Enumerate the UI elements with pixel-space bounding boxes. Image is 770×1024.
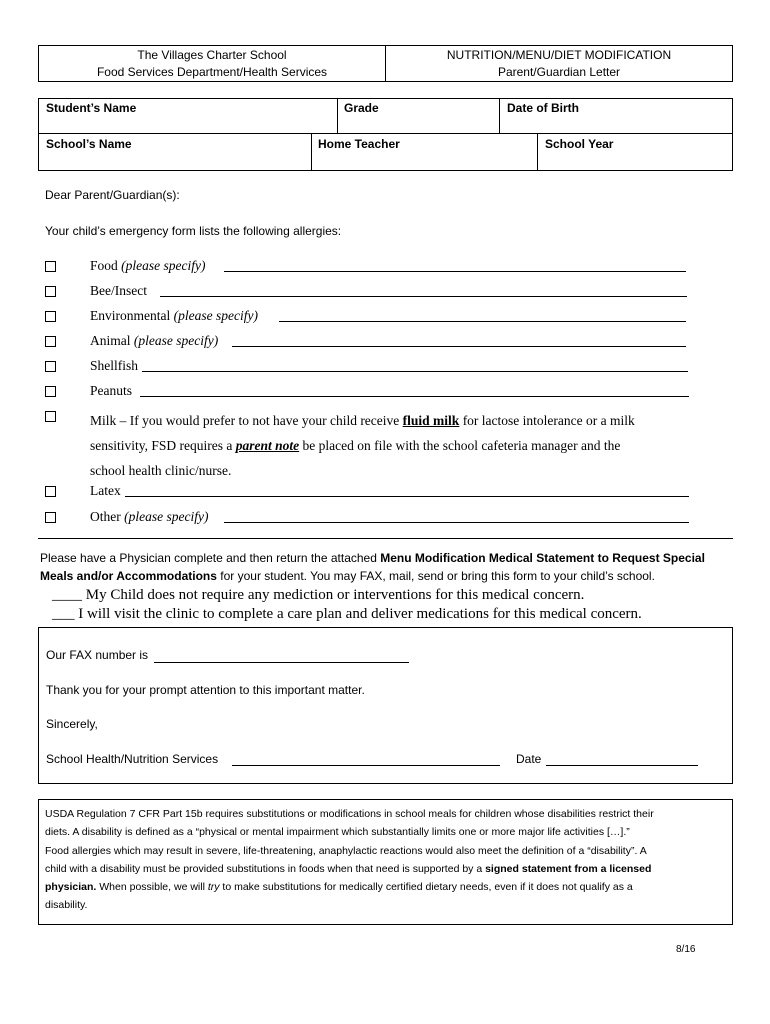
school-year-label: School Year (545, 137, 614, 151)
medication-options (52, 586, 642, 624)
bee-label: Bee/Insect (90, 283, 147, 298)
fax-line[interactable] (154, 662, 409, 663)
home-teacher-label: Home Teacher (318, 137, 400, 151)
usda-line-5d: to make substitutions for medically certified dietary needs, even if it does not qualify as a (219, 881, 633, 894)
usda-text (45, 805, 654, 915)
other-option (90, 509, 208, 525)
food-label: Food (90, 258, 118, 273)
food-note: (please specify) (121, 258, 206, 273)
other-checkbox[interactable] (45, 512, 56, 523)
latex-label: Latex (90, 483, 121, 498)
usda-line-6: disability. (45, 899, 88, 912)
instr-text-1a: Please have a Physician complete and then return the attached (40, 551, 381, 565)
shellfish-line[interactable] (142, 371, 688, 372)
form-title: NUTRITION/MENU/DIET MODIFICATION (446, 48, 672, 62)
date-line[interactable] (546, 765, 698, 766)
dob-field[interactable] (500, 99, 732, 133)
shellfish-checkbox[interactable] (45, 361, 56, 372)
school-name-field[interactable] (39, 134, 312, 170)
animal-option (90, 333, 218, 349)
allergy-intro: Your child’s emergency form lists the following allergies: (45, 224, 342, 238)
usda-box (38, 799, 733, 925)
signature-line[interactable] (232, 765, 500, 766)
latex-checkbox[interactable] (45, 486, 56, 497)
other-label: Other (90, 509, 121, 524)
milk-option (90, 408, 635, 483)
animal-note: (please specify) (133, 333, 219, 348)
student-info-row1 (38, 98, 733, 134)
peanuts-label: Peanuts (90, 383, 132, 398)
student-info-row2 (38, 133, 733, 171)
bee-line[interactable] (160, 296, 687, 297)
usda-line-5c: try (207, 881, 220, 894)
environmental-checkbox[interactable] (45, 311, 56, 322)
food-option (90, 258, 205, 274)
bee-checkbox[interactable] (45, 286, 56, 297)
peanuts-checkbox[interactable] (45, 386, 56, 397)
environmental-specify-line[interactable] (279, 321, 686, 322)
milk-text-1c: for lactose intolerance or a milk (459, 413, 635, 428)
milk-fluid-milk: fluid milk (402, 413, 460, 428)
grade-label: Grade (344, 101, 379, 115)
milk-text-2a: sensitivity, FSD requires a (90, 438, 236, 453)
milk-text-2c: be placed on file with the school cafeteria manager and the (299, 438, 621, 453)
other-specify-line[interactable] (224, 522, 689, 523)
instr-text-2b: for your student. You may FAX, mail, send or bring this form to your child’s school. (216, 569, 655, 583)
environmental-note: (please specify) (173, 308, 258, 323)
student-name-label: Student’s Name (46, 101, 137, 115)
section-divider (38, 538, 733, 539)
department-name: Food Services Department/Health Services (96, 65, 328, 79)
greeting: Dear Parent/Guardian(s): (45, 188, 180, 202)
physician-instructions (40, 549, 740, 585)
dob-label: Date of Birth (507, 101, 579, 115)
option-visit-clinic[interactable]: ___ I will visit the clinic to complete a care plan and deliver medications for this medical concern. (52, 606, 642, 622)
usda-line-1: USDA Regulation 7 CFR Part 15b requires substitutions or modifications in school meals for children whose disabilities restrict their (45, 808, 654, 820)
animal-specify-line[interactable] (232, 346, 686, 347)
shellfish-label: Shellfish (90, 358, 139, 373)
home-teacher-field[interactable] (312, 134, 538, 170)
animal-label: Animal (90, 333, 131, 348)
environmental-label: Environmental (90, 308, 171, 323)
food-checkbox[interactable] (45, 261, 56, 272)
header-right (386, 46, 732, 81)
form-subtitle: Parent/Guardian Letter (497, 65, 621, 79)
instr-form-name-2: Meals and/or Accommodations (40, 569, 217, 583)
contact-box (38, 627, 733, 784)
usda-line-2: diets. A disability is defined as a “physical or mental impairment which substantially limits one or more major life activities […].” (45, 826, 630, 839)
student-name-field[interactable] (39, 99, 338, 133)
header-left (39, 46, 386, 81)
usda-line-3: Food allergies which may result in severe, life-threatening, anaphylactic reactions would also meet the definition of a “disability”. A (45, 844, 647, 857)
fax-label: Our FAX number is (46, 648, 149, 662)
usda-line-5b: When possible, we will (96, 881, 208, 894)
food-specify-line[interactable] (224, 271, 686, 272)
grade-field[interactable] (338, 99, 500, 133)
usda-line-4b: signed statement from a licensed (485, 862, 652, 875)
date-label: Date (516, 752, 542, 766)
option-no-medication[interactable]: ____ My Child does not require any mediction or interventions for this medical concern. (52, 587, 585, 603)
signer-label: School Health/Nutrition Services (46, 752, 219, 766)
usda-line-5a: physician. (45, 881, 97, 894)
school-name: The Villages Charter School (137, 48, 287, 62)
other-note: (please specify) (124, 509, 209, 524)
peanuts-line[interactable] (140, 396, 689, 397)
school-name-label: School’s Name (46, 137, 132, 151)
usda-line-4a: child with a disability must be provided substitutions in foods when that need is supported by a (45, 862, 486, 875)
latex-line[interactable] (125, 496, 689, 497)
instr-form-name: Menu Modification Medical Statement to Request Special (380, 551, 705, 565)
header-box (38, 45, 733, 82)
thanks-text: Thank you for your prompt attention to this important matter. (46, 683, 365, 697)
environmental-option (90, 308, 258, 324)
animal-checkbox[interactable] (45, 336, 56, 347)
sincerely-text: Sincerely, (46, 717, 98, 731)
milk-checkbox[interactable] (45, 411, 56, 422)
milk-text-3: school health clinic/nurse. (90, 463, 232, 478)
milk-parent-note: parent note (235, 438, 300, 453)
milk-text-1a: Milk – If you would prefer to not have your child receive (90, 413, 403, 428)
school-year-field[interactable] (538, 134, 732, 170)
version-footer: 8/16 (676, 944, 696, 955)
